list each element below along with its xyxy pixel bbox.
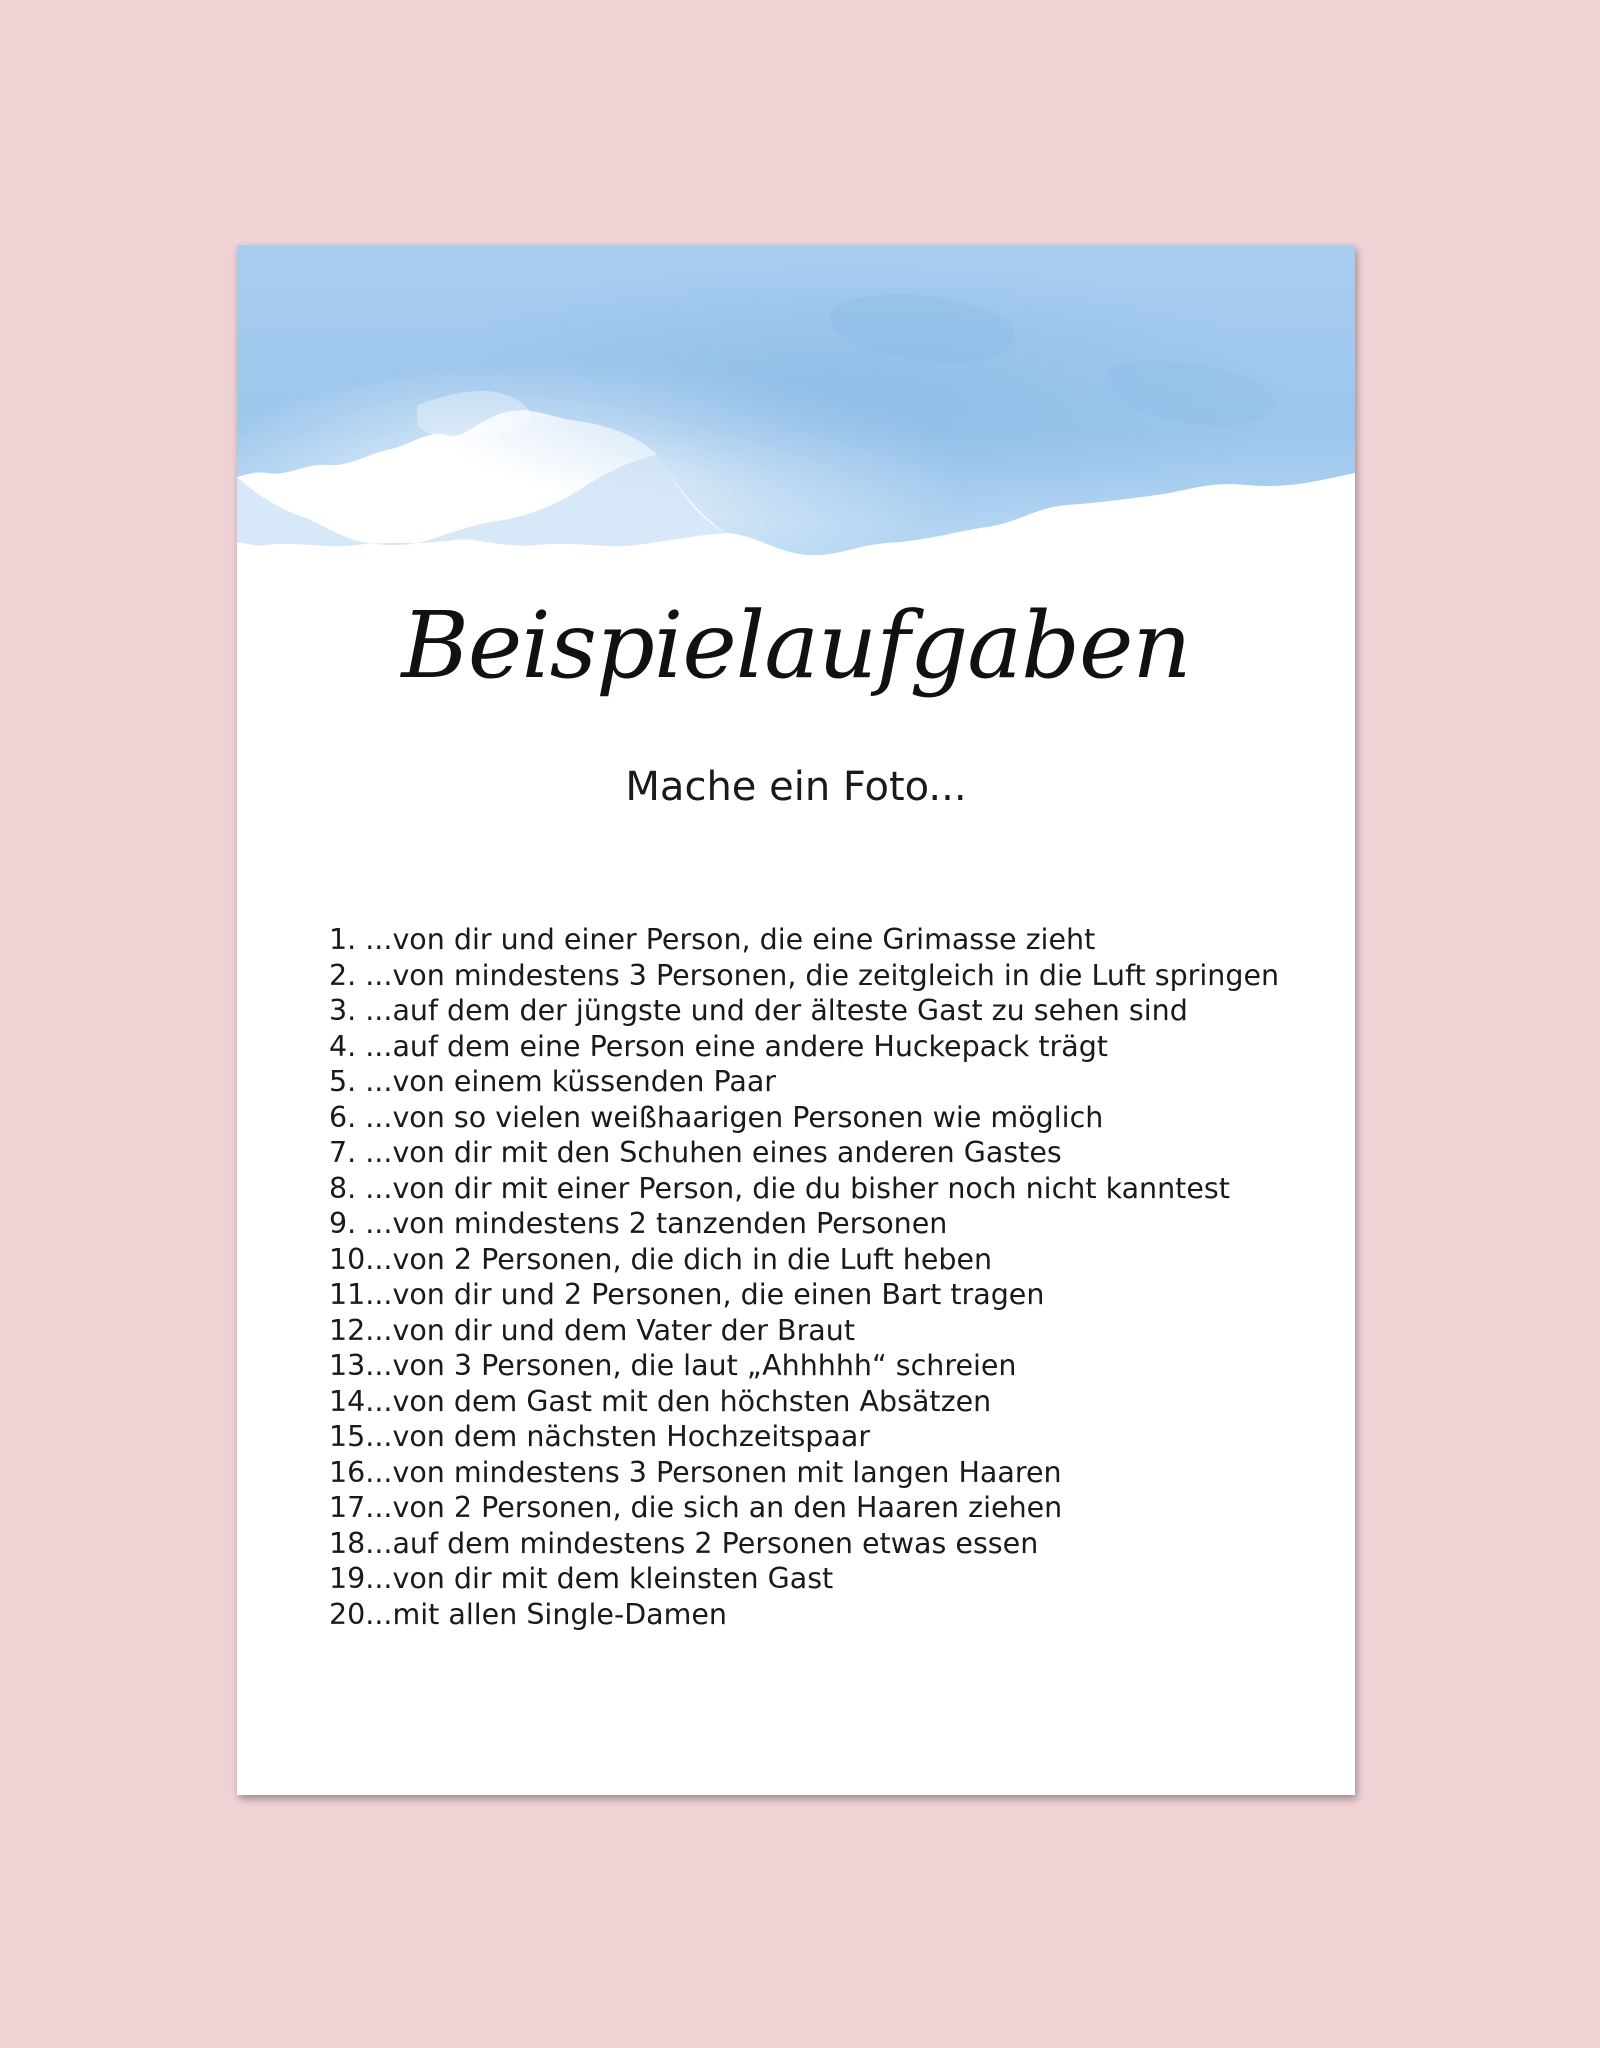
task-item-9	[329, 1206, 1279, 1242]
task-item-12	[329, 1313, 1279, 1349]
page-subtitle: Mache ein Foto...	[625, 764, 967, 810]
task-text: von dem Gast mit den höchsten Absätzen	[392, 1384, 992, 1418]
task-number: 17...	[329, 1491, 393, 1524]
task-item-2	[329, 958, 1279, 994]
task-item-16	[329, 1455, 1279, 1491]
task-item-13	[329, 1348, 1279, 1384]
task-text: mit allen Single-Damen	[392, 1597, 727, 1631]
task-text: von so vielen weißhaarigen Personen wie möglich	[392, 1100, 1104, 1134]
task-item-4	[329, 1029, 1279, 1065]
watercolor-header-decoration	[237, 245, 1355, 575]
task-number: 13...	[329, 1349, 393, 1382]
task-item-8	[329, 1171, 1279, 1207]
task-number: 18...	[329, 1526, 393, 1560]
task-number: 7. ...	[329, 1136, 393, 1169]
task-text: von mindestens 3 Personen, die zeitgleich in die Luft springen	[392, 958, 1280, 992]
task-number: 8. ...	[329, 1171, 393, 1205]
task-item-11	[329, 1277, 1279, 1313]
task-text: von 2 Personen, die sich an den Haaren ziehen	[392, 1491, 1063, 1524]
task-number: 10...	[329, 1242, 393, 1276]
task-text: von einem küssenden Paar	[392, 1065, 777, 1098]
task-text: von dir und 2 Personen, die einen Bart tragen	[392, 1278, 1045, 1311]
task-item-1	[329, 922, 1279, 958]
task-item-5	[329, 1064, 1279, 1100]
task-number: 1. ...	[329, 923, 393, 956]
task-text: auf dem mindestens 2 Personen etwas essen	[392, 1526, 1039, 1560]
task-item-20	[329, 1597, 1279, 1633]
task-text: von dir und dem Vater der Braut	[392, 1313, 855, 1347]
task-item-7	[329, 1135, 1279, 1171]
task-number: 6. ...	[329, 1100, 393, 1134]
task-item-14	[329, 1384, 1279, 1420]
task-text: von dir mit den Schuhen eines anderen Gastes	[392, 1136, 1062, 1169]
task-item-10	[329, 1242, 1279, 1278]
task-list	[329, 922, 1279, 1632]
task-number: 3. ...	[329, 994, 393, 1027]
task-text: von 2 Personen, die dich in die Luft heben	[392, 1242, 993, 1276]
task-number: 12...	[329, 1313, 393, 1347]
task-item-6	[329, 1100, 1279, 1136]
task-text: von dem nächsten Hochzeitspaar	[392, 1420, 871, 1453]
page-title: Beispielaufgaben	[401, 592, 1191, 699]
task-number: 11...	[329, 1278, 393, 1311]
task-text: von dir und einer Person, die eine Grimasse zieht	[392, 923, 1096, 956]
task-number: 16...	[329, 1455, 393, 1489]
task-number: 19...	[329, 1562, 393, 1595]
task-item-17	[329, 1490, 1279, 1526]
task-item-3	[329, 993, 1279, 1029]
task-number: 9. ...	[329, 1207, 393, 1240]
task-number: 4. ...	[329, 1029, 393, 1063]
task-number: 14...	[329, 1384, 393, 1418]
task-item-19	[329, 1561, 1279, 1597]
task-item-18	[329, 1526, 1279, 1562]
task-text: auf dem eine Person eine andere Huckepack trägt	[392, 1029, 1108, 1063]
task-text: von mindestens 3 Personen mit langen Haaren	[392, 1455, 1062, 1489]
task-item-15	[329, 1419, 1279, 1455]
task-text: von 3 Personen, die laut „Ahhhhh“ schreien	[392, 1349, 1017, 1382]
task-text: von dir mit dem kleinsten Gast	[392, 1562, 834, 1595]
task-number: 2. ...	[329, 958, 393, 992]
task-number: 5. ...	[329, 1065, 393, 1098]
task-number: 20...	[329, 1597, 393, 1631]
task-number: 15...	[329, 1420, 393, 1453]
task-text: von dir mit einer Person, die du bisher noch nicht kanntest	[392, 1171, 1230, 1205]
document-card	[237, 245, 1355, 1795]
task-text: auf dem der jüngste und der älteste Gast zu sehen sind	[392, 994, 1188, 1027]
task-text: von mindestens 2 tanzenden Personen	[392, 1207, 948, 1240]
